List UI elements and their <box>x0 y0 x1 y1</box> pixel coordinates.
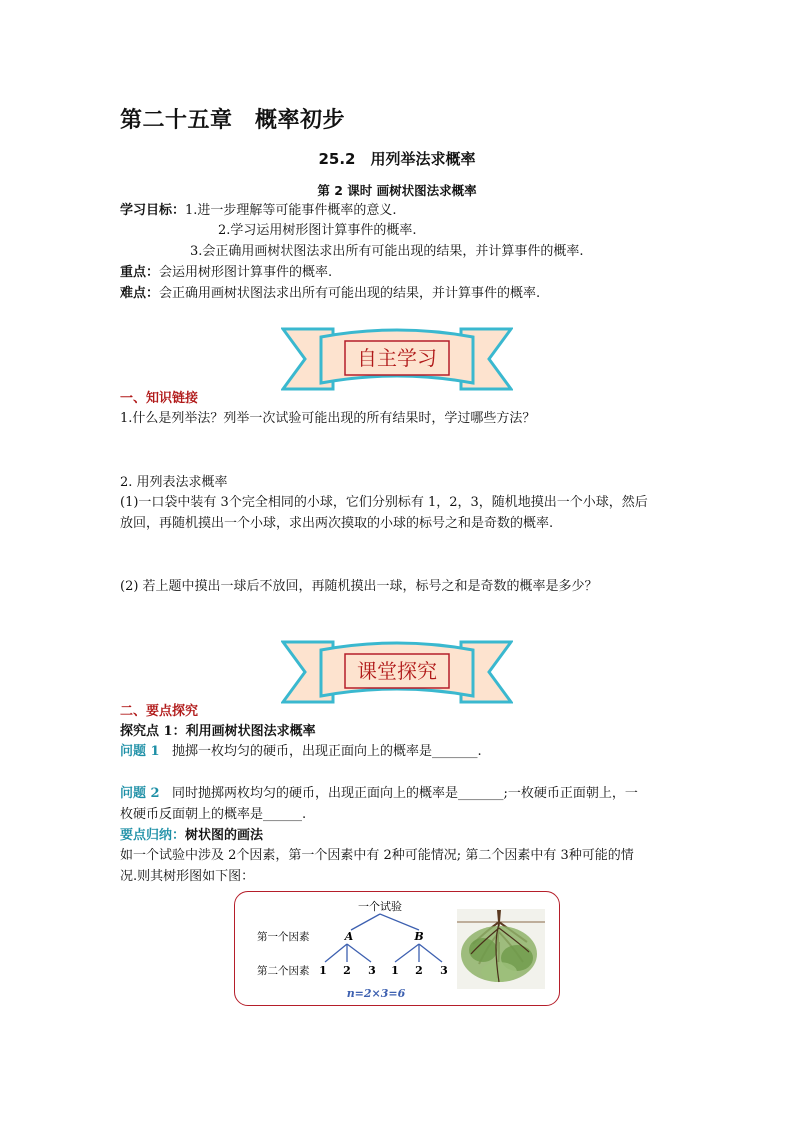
summary <box>120 826 263 846</box>
banner-class-explore <box>281 638 513 708</box>
tree-edge <box>347 944 371 962</box>
tree-root: 一个试验 <box>358 900 402 913</box>
banner-self-study-text: 自主学习 <box>357 346 437 370</box>
tree-factor2-label: 第二个因素 <box>257 965 310 977</box>
tree-leaf: 2 <box>343 964 351 977</box>
tree-edge <box>351 914 380 930</box>
banner-self-study <box>281 325 513 395</box>
tree-leaf: 1 <box>391 964 399 977</box>
objective-item-1: 1.进一步理解等可能事件概率的意义. <box>185 203 397 218</box>
problem-1-label: 问题 1 <box>120 744 160 759</box>
problem-1-text: 抛掷一枚均匀的硬币，出现正面向上的概率是_______. <box>171 744 482 759</box>
difficulty-text: 会正确用画树状图法求出所有可能出现的结果，并计算事件的概率. <box>159 286 541 301</box>
problem-2-line1 <box>120 784 638 804</box>
knowledge-q2-1-line2: 放回，再随机摸出一个小球，求出两次摸取的小球的标号之和是奇数的概率. <box>120 516 554 531</box>
key-point-label: 重点： <box>120 265 160 280</box>
difficulty-label: 难点： <box>120 286 160 301</box>
knowledge-q2-1-line1: (1)一口袋中装有 3个完全相同的小球，它们分别标有 1，2，3，随机地摸出一个小球，然后 <box>120 495 648 510</box>
tree-edge <box>325 944 347 962</box>
part1-heading: 一、知识链接 <box>120 391 199 406</box>
tree-leaf: 3 <box>368 964 376 977</box>
tree-node-a: A <box>344 930 354 943</box>
tree-factor1-label: 第一个因素 <box>257 931 310 943</box>
tree-edge <box>395 944 419 962</box>
tree-leaf: 3 <box>440 964 448 977</box>
difficulty <box>120 284 540 304</box>
objectives-label: 学习目标： <box>120 203 186 218</box>
tree-node-b: B <box>414 930 424 943</box>
tree-illustration <box>457 909 545 989</box>
problem-2-label: 问题 2 <box>120 786 160 801</box>
tree-diagram-box <box>234 891 560 1006</box>
knowledge-q2-2: (2) 若上题中摸出一球后不放回，再随机摸出一球，标号之和是奇数的概率是多少？ <box>120 579 598 594</box>
tree-leaf: 2 <box>415 964 423 977</box>
chapter-title: 第二十五章 概率初步 <box>120 108 346 133</box>
knowledge-q2-title: 2. 用列表法求概率 <box>120 475 228 490</box>
problem-2-text: 同时抛掷两枚均匀的硬币，出现正面向上的概率是_______;一枚硬币正面朝上，一 <box>171 786 638 801</box>
lesson-title: 第 2 课时 画树状图法求概率 <box>317 183 477 198</box>
tree-edge <box>419 944 442 962</box>
objective-item-2: 2.学习运用树形图计算事件的概率. <box>218 223 417 238</box>
knowledge-q1: 1.什么是列举法？列举一次试验可能出现的所有结果时，学过哪些方法？ <box>120 411 536 426</box>
explore-point-label: 探究点 1：利用画树状图法求概率 <box>120 724 316 739</box>
banner-class-explore-text: 课堂探究 <box>357 659 437 683</box>
objectives-line-1 <box>120 201 397 221</box>
problem-2-line2: 枚硬币反面朝上的概率是______. <box>120 807 307 822</box>
section-title: 25.2 用列举法求概率 <box>318 150 476 168</box>
problem-1 <box>120 742 482 762</box>
summary-line1: 如一个试验中涉及 2个因素，第一个因素中有 2种可能情况; 第二个因素中有 3种可能的情 <box>120 848 634 863</box>
summary-label: 要点归纳： <box>120 828 186 843</box>
tree-diagram <box>235 892 559 1005</box>
tree-formula: n=2×3=6 <box>346 987 406 1000</box>
objective-item-3: 3.会正确用画树状图法求出所有可能出现的结果，并计算事件的概率. <box>190 244 584 259</box>
key-point-text: 会运用树形图计算事件的概率. <box>159 265 333 280</box>
key-point <box>120 263 332 283</box>
tree-edge <box>380 914 419 930</box>
summary-title: 树状图的画法 <box>185 828 264 843</box>
summary-line2: 况.则其树形图如下图： <box>120 869 255 884</box>
part2-heading: 二、要点探究 <box>120 704 199 719</box>
tree-leaf: 1 <box>319 964 327 977</box>
